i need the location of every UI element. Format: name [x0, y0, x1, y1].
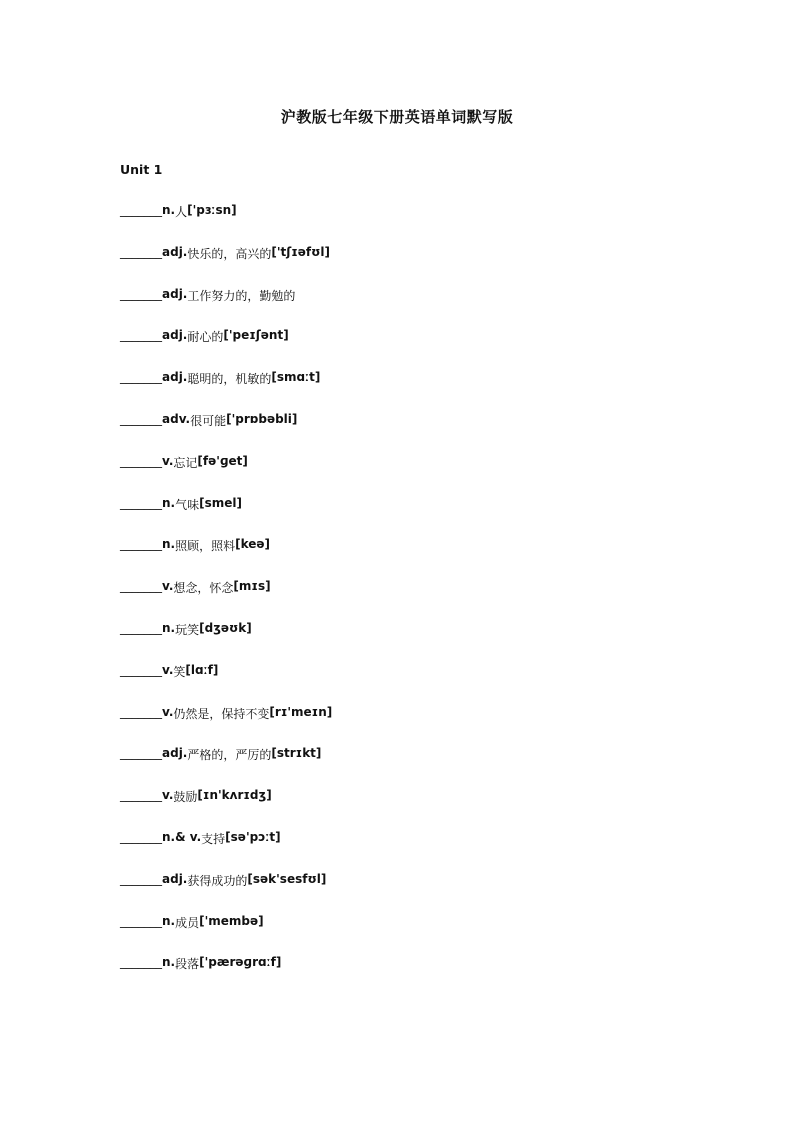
answer-blank: _______	[120, 620, 162, 635]
answer-blank: _______	[120, 871, 162, 886]
chinese-meaning: 仍然是，保持不变	[173, 706, 270, 721]
phonetic: [dʒəʊk]	[199, 620, 252, 635]
part-of-speech: n.	[162, 620, 176, 635]
answer-blank: _______	[120, 453, 162, 468]
chinese-meaning: 支持	[201, 831, 226, 846]
answer-blank: _______	[120, 328, 162, 343]
vocab-entry	[120, 412, 332, 454]
chinese-meaning: 获得成功的	[187, 873, 248, 888]
part-of-speech: v.	[162, 788, 174, 803]
phonetic: [keə]	[235, 537, 271, 552]
chinese-meaning: 气味	[175, 497, 200, 512]
vocab-entry	[120, 454, 332, 496]
answer-blank: _______	[120, 829, 162, 844]
answer-blank: _______	[120, 579, 162, 594]
phonetic: [smel]	[199, 495, 242, 510]
chinese-meaning: 玩笑	[175, 622, 200, 637]
answer-blank: _______	[120, 913, 162, 928]
part-of-speech: n.	[162, 203, 176, 217]
chinese-meaning: 聪明的，机敏的	[187, 372, 272, 387]
vocab-entry	[120, 370, 332, 412]
answer-blank: _______	[120, 704, 162, 719]
page-title: 沪教版七年级下册英语单词默写版	[280, 108, 514, 126]
part-of-speech: v.	[162, 453, 174, 468]
answer-blank: _______	[120, 537, 162, 552]
part-of-speech: n.	[162, 537, 176, 552]
vocab-entry	[120, 788, 332, 830]
answer-blank: _______	[120, 955, 162, 970]
chinese-meaning: 忘记	[173, 455, 198, 470]
phonetic: ['tʃɪəfʊl]	[271, 244, 331, 259]
vocab-entry	[120, 746, 332, 788]
chinese-meaning: 耐心的	[187, 330, 224, 345]
vocab-entry	[120, 287, 332, 329]
phonetic: [fə'ɡet]	[197, 453, 248, 468]
answer-blank: _______	[120, 788, 162, 803]
answer-blank: _______	[120, 746, 162, 761]
answer-blank: _______	[120, 244, 162, 259]
phonetic: ['pɜːsn]	[187, 203, 237, 217]
answer-blank: _______	[120, 370, 162, 385]
unit-heading: Unit 1	[120, 162, 163, 177]
phonetic: ['prɒbəbli]	[226, 411, 298, 426]
vocab-entry	[120, 705, 332, 747]
vocab-entry	[120, 872, 332, 914]
vocab-entry	[120, 914, 332, 956]
chinese-meaning: 想念，怀念	[173, 581, 234, 596]
vocab-entry	[120, 955, 332, 997]
answer-blank: _______	[120, 286, 162, 301]
phonetic: [sə'pɔːt]	[225, 829, 281, 844]
part-of-speech: adj.	[162, 370, 188, 385]
phonetic: ['membə]	[199, 913, 264, 928]
vocab-entry	[120, 537, 332, 579]
phonetic: [lɑːf]	[185, 662, 219, 677]
part-of-speech: n.	[162, 955, 176, 970]
phonetic: [mɪs]	[233, 579, 271, 594]
part-of-speech: adj.	[162, 286, 188, 301]
phonetic: [strɪkt]	[271, 746, 322, 761]
phonetic: [rɪ'meɪn]	[269, 704, 333, 719]
chinese-meaning: 很可能	[190, 413, 227, 428]
part-of-speech: adj.	[162, 244, 188, 259]
part-of-speech: adj.	[162, 328, 188, 343]
part-of-speech: n.	[162, 495, 176, 510]
phonetic: [sək'sesfʊl]	[247, 871, 327, 886]
answer-blank: _______	[120, 662, 162, 677]
answer-blank: _______	[120, 495, 162, 510]
chinese-meaning: 照顾，照料	[175, 539, 236, 554]
vocabulary-list	[120, 203, 332, 997]
part-of-speech: adj.	[162, 746, 188, 761]
vocab-entry	[120, 328, 332, 370]
vocab-entry	[120, 245, 332, 287]
chinese-meaning: 严格的，严厉的	[187, 748, 272, 763]
part-of-speech: v.	[162, 704, 174, 719]
part-of-speech: n.	[162, 913, 176, 928]
chinese-meaning: 笑	[173, 664, 186, 679]
chinese-meaning: 人	[175, 205, 188, 219]
chinese-meaning: 鼓励	[173, 790, 198, 805]
chinese-meaning: 工作努力的，勤勉的	[187, 288, 296, 303]
part-of-speech: adv.	[162, 411, 191, 426]
part-of-speech: v.	[162, 662, 174, 677]
phonetic: ['pærəɡrɑːf]	[199, 955, 282, 970]
answer-blank: _______	[120, 203, 162, 217]
chinese-meaning: 段落	[175, 957, 200, 972]
vocab-entry	[120, 830, 332, 872]
vocab-entry	[120, 579, 332, 621]
phonetic: ['peɪʃənt]	[223, 328, 289, 343]
phonetic: [smɑːt]	[271, 370, 321, 385]
answer-blank: _______	[120, 411, 162, 426]
part-of-speech: v.	[162, 579, 174, 594]
chinese-meaning: 成员	[175, 915, 200, 930]
vocab-entry	[120, 203, 332, 245]
phonetic: [ɪn'kʌrɪdʒ]	[197, 788, 272, 803]
vocab-entry	[120, 621, 332, 663]
part-of-speech: n.& v.	[162, 829, 202, 844]
vocab-entry	[120, 663, 332, 705]
chinese-meaning: 快乐的，高兴的	[187, 246, 272, 261]
part-of-speech: adj.	[162, 871, 188, 886]
vocab-entry	[120, 496, 332, 538]
